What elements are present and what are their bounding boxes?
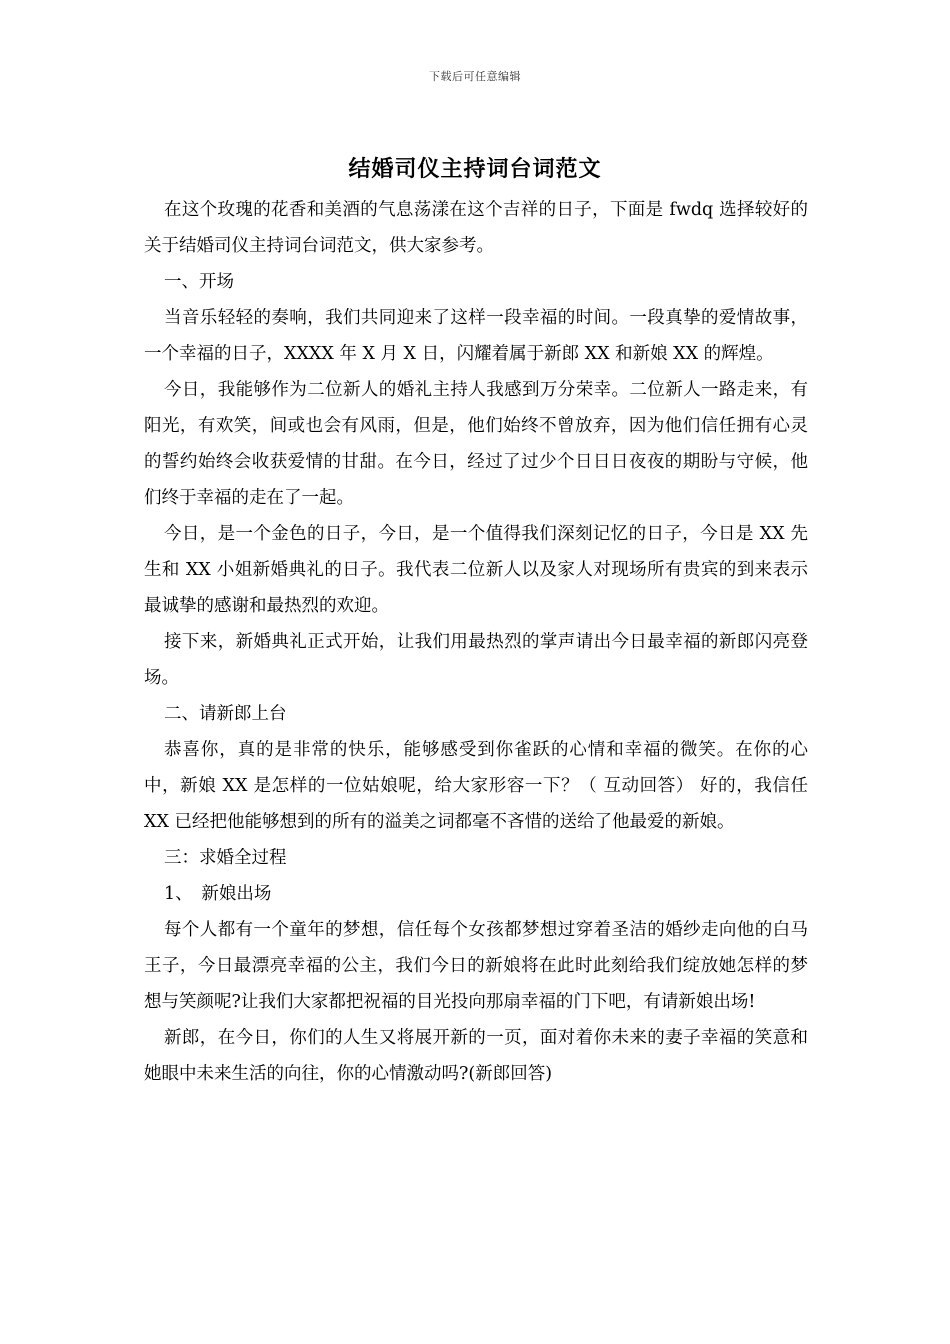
paragraph: 新郎，在今日，你们的人生又将展开新的一页，面对着你未来的妻子幸福的笑意和她眼中未来生活的向往，你的心情激动吗?(新郎回答) <box>144 1028 808 1084</box>
paragraph: 当音乐轻轻的奏响，我们共同迎来了这样一段幸福的时间。一段真挚的爱情故事，一个幸福的日子，XXXX 年 X 月 X 日，闪耀着属于新郎 XX 和新娘 XX 的辉煌。 <box>144 308 808 364</box>
paragraph: 今日，是一个金色的日子，今日，是一个值得我们深刻记忆的日子，今日是 XX 先生和 XX 小姐新婚典礼的日子。我代表二位新人以及家人对现场所有贵宾的到来表示最诚挚的感谢和最热烈的欢迎。 <box>144 524 808 616</box>
section-heading-proposal: 三：求婚全过程 <box>164 848 287 868</box>
document-body <box>144 192 808 1092</box>
paragraph: 今日，我能够作为二位新人的婚礼主持人我感到万分荣幸。二位新人一路走来，有阳光，有欢笑，间或也会有风雨，但是，他们始终不曾放弃，因为他们信任拥有心灵的誓约始终会收获爱情的甘甜。在今日，经过了过少个日日日夜夜的期盼与守候，他们终于幸福的走在了一起。 <box>144 380 808 508</box>
paragraph-intro: 在这个玫瑰的花香和美酒的气息荡漾在这个吉祥的日子，下面是 fwdq 选择较好的关于结婚司仪主持词台词范文，供大家参考。 <box>144 200 808 256</box>
section-heading-groom: 二、请新郎上台 <box>164 704 287 724</box>
section-heading-opening: 一、开场 <box>164 272 234 292</box>
paragraph: 每个人都有一个童年的梦想，信任每个女孩都梦想过穿着圣洁的婚纱走向他的白马王子，今日最漂亮幸福的公主，我们今日的新娘将在此时此刻给我们绽放她怎样的梦想与笑颜呢?让我们大家都把祝福的目光投向那扇幸福的门下吧，有请新娘出场! <box>144 920 808 1012</box>
paragraph: 恭喜你，真的是非常的快乐，能够感受到你雀跃的心情和幸福的微笑。在你的心中，新娘 XX 是怎样的一位姑娘呢，给大家形容一下？（ 互动回答） 好的，我信任 XX 已经把他能够想到的所有的溢美之词都毫不吝惜的送给了他最爱的新娘。 <box>144 740 808 832</box>
paragraph: 接下来，新婚典礼正式开始，让我们用最热烈的掌声请出今日最幸福的新郎闪亮登场。 <box>144 632 808 688</box>
subsection-heading-bride: 1、 新娘出场 <box>164 884 272 904</box>
document-title: 结婚司仪主持词台词范文 <box>348 156 602 182</box>
page-header-note: 下载后可任意编辑 <box>429 70 521 83</box>
